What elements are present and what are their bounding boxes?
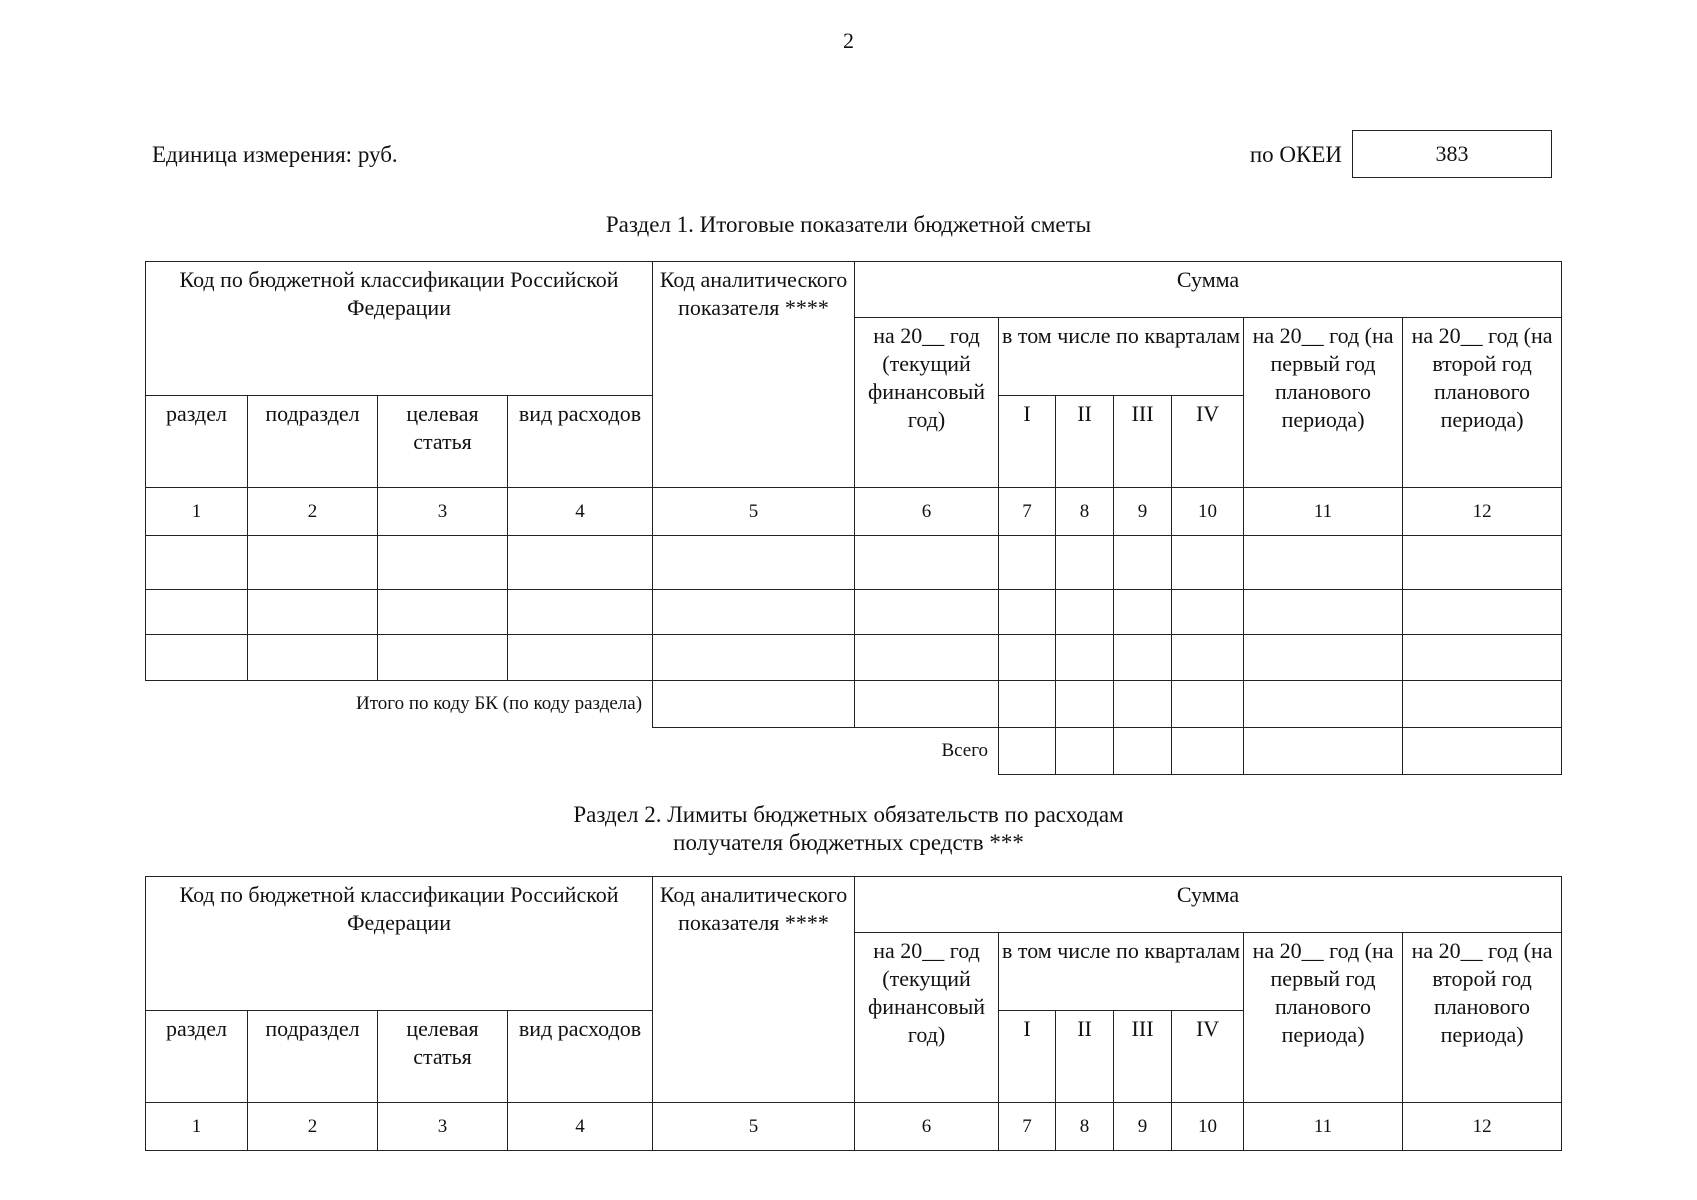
data-cell[interactable] bbox=[248, 536, 378, 590]
section2-title-line2: получателя бюджетных средств *** bbox=[673, 830, 1024, 855]
col-number: 3 bbox=[378, 1103, 508, 1151]
razdel-header: раздел bbox=[146, 396, 248, 488]
data-cell[interactable] bbox=[508, 536, 653, 590]
q3-header: III bbox=[1114, 1011, 1172, 1103]
data-cell[interactable] bbox=[1172, 728, 1244, 775]
section2-title-line1: Раздел 2. Лимиты бюджетных обязательств по расходам bbox=[573, 802, 1124, 827]
quarters-header: в том числе по кварталам bbox=[999, 933, 1244, 1011]
vid-header: вид расходов bbox=[508, 1011, 653, 1103]
q1-header: I bbox=[999, 1011, 1056, 1103]
table-row bbox=[146, 590, 1562, 635]
q2-header: II bbox=[1056, 1011, 1114, 1103]
second-plan-year-header: на 20__ год (на второй год планового периода) bbox=[1403, 318, 1562, 488]
okei-code-field[interactable]: 383 bbox=[1352, 130, 1552, 178]
data-cell[interactable] bbox=[378, 536, 508, 590]
data-cell[interactable] bbox=[1114, 681, 1172, 728]
section2-table bbox=[145, 876, 1562, 1151]
data-cell[interactable] bbox=[1244, 728, 1403, 775]
current-year-header: на 20__ год (текущий финансовый год) bbox=[855, 933, 999, 1103]
col-number: 4 bbox=[508, 488, 653, 536]
col-number: 1 bbox=[146, 488, 248, 536]
first-plan-year-header: на 20__ год (на первый год планового периода) bbox=[1244, 318, 1403, 488]
data-cell[interactable] bbox=[1172, 681, 1244, 728]
q1-header: I bbox=[999, 396, 1056, 488]
column-number-row bbox=[146, 1103, 1562, 1151]
data-cell[interactable] bbox=[1114, 635, 1172, 681]
col-number: 10 bbox=[1172, 1103, 1244, 1151]
data-cell[interactable] bbox=[146, 536, 248, 590]
data-cell[interactable] bbox=[508, 590, 653, 635]
razdel-header: раздел bbox=[146, 1011, 248, 1103]
podrazdel-header: подраздел bbox=[248, 1011, 378, 1103]
data-cell[interactable] bbox=[1056, 536, 1114, 590]
section1-table bbox=[145, 261, 1562, 775]
data-cell[interactable] bbox=[1114, 590, 1172, 635]
vid-header: вид расходов bbox=[508, 396, 653, 488]
data-cell[interactable] bbox=[1172, 590, 1244, 635]
vsego-label: Всего bbox=[941, 740, 989, 762]
data-cell[interactable] bbox=[653, 681, 855, 728]
sum-header: Сумма bbox=[855, 262, 1562, 318]
data-cell[interactable] bbox=[378, 590, 508, 635]
current-year-header: на 20__ год (текущий финансовый год) bbox=[855, 318, 999, 488]
unit-label: Единица измерения: руб. bbox=[152, 142, 398, 167]
col-number: 9 bbox=[1114, 1103, 1172, 1151]
first-plan-year-header: на 20__ год (на первый год планового периода) bbox=[1244, 933, 1403, 1103]
analytic-code-header: Код аналитического показателя **** bbox=[653, 877, 855, 1103]
col-number: 7 bbox=[999, 1103, 1056, 1151]
data-cell[interactable] bbox=[1056, 590, 1114, 635]
data-cell[interactable] bbox=[999, 728, 1056, 775]
data-cell[interactable] bbox=[1056, 635, 1114, 681]
q2-header: II bbox=[1056, 396, 1114, 488]
col-number: 11 bbox=[1244, 488, 1403, 536]
section1-title: Раздел 1. Итоговые показатели бюджетной сметы bbox=[605, 212, 1092, 237]
data-cell[interactable] bbox=[1403, 590, 1562, 635]
sum-header: Сумма bbox=[855, 877, 1562, 933]
col-number: 2 bbox=[248, 488, 378, 536]
data-cell[interactable] bbox=[1403, 728, 1562, 775]
col-number: 6 bbox=[855, 1103, 999, 1151]
section2-title bbox=[0, 801, 1697, 857]
okei-label: по ОКЕИ bbox=[1249, 142, 1342, 167]
vsego-row bbox=[146, 728, 1562, 775]
q4-header: IV bbox=[1172, 1011, 1244, 1103]
col-number: 6 bbox=[855, 488, 999, 536]
col-number: 1 bbox=[146, 1103, 248, 1151]
col-number: 8 bbox=[1056, 488, 1114, 536]
itogo-label: Итого по коду БК (по коду раздела) bbox=[355, 693, 643, 715]
col-number: 4 bbox=[508, 1103, 653, 1151]
data-cell[interactable] bbox=[1244, 681, 1403, 728]
column-number-row bbox=[146, 488, 1562, 536]
data-cell[interactable] bbox=[855, 635, 999, 681]
data-cell[interactable] bbox=[1056, 728, 1114, 775]
data-cell[interactable] bbox=[1172, 635, 1244, 681]
q3-header: III bbox=[1114, 396, 1172, 488]
table-row bbox=[146, 536, 1562, 590]
q4-header: IV bbox=[1172, 396, 1244, 488]
data-cell[interactable] bbox=[855, 681, 999, 728]
analytic-code-header: Код аналитического показателя **** bbox=[653, 262, 855, 488]
col-number: 3 bbox=[378, 488, 508, 536]
data-cell[interactable] bbox=[653, 635, 855, 681]
bk-code-header: Код по бюджетной классификации Российской Федерации bbox=[146, 262, 653, 396]
col-number: 7 bbox=[999, 488, 1056, 536]
data-cell[interactable] bbox=[1172, 536, 1244, 590]
data-cell[interactable] bbox=[508, 635, 653, 681]
data-cell[interactable] bbox=[653, 590, 855, 635]
data-cell[interactable] bbox=[1114, 728, 1172, 775]
data-cell[interactable] bbox=[653, 536, 855, 590]
col-number: 5 bbox=[653, 1103, 855, 1151]
data-cell[interactable] bbox=[1114, 536, 1172, 590]
celevaya-header: целевая статья bbox=[378, 396, 508, 488]
data-cell[interactable] bbox=[146, 635, 248, 681]
table-row bbox=[146, 635, 1562, 681]
podrazdel-header: подраздел bbox=[248, 396, 378, 488]
quarters-header: в том числе по кварталам bbox=[999, 318, 1244, 396]
data-cell[interactable] bbox=[999, 536, 1056, 590]
col-number: 5 bbox=[653, 488, 855, 536]
col-number: 8 bbox=[1056, 1103, 1114, 1151]
bk-code-header: Код по бюджетной классификации Российской Федерации bbox=[146, 877, 653, 1011]
data-cell[interactable] bbox=[378, 635, 508, 681]
data-cell[interactable] bbox=[855, 536, 999, 590]
data-cell[interactable] bbox=[1244, 635, 1403, 681]
data-cell[interactable] bbox=[1403, 681, 1562, 728]
data-cell[interactable] bbox=[999, 590, 1056, 635]
data-cell[interactable] bbox=[1056, 681, 1114, 728]
second-plan-year-header: на 20__ год (на второй год планового периода) bbox=[1403, 933, 1562, 1103]
col-number: 10 bbox=[1172, 488, 1244, 536]
data-cell[interactable] bbox=[1244, 590, 1403, 635]
data-cell[interactable] bbox=[146, 590, 248, 635]
data-cell[interactable] bbox=[999, 681, 1056, 728]
unit-row bbox=[152, 130, 1552, 182]
col-number: 2 bbox=[248, 1103, 378, 1151]
data-cell[interactable] bbox=[855, 590, 999, 635]
data-cell[interactable] bbox=[248, 635, 378, 681]
page-number: 2 bbox=[843, 28, 854, 53]
col-number: 9 bbox=[1114, 488, 1172, 536]
data-cell[interactable] bbox=[1403, 536, 1562, 590]
col-number: 12 bbox=[1403, 488, 1562, 536]
data-cell[interactable] bbox=[248, 590, 378, 635]
data-cell[interactable] bbox=[999, 635, 1056, 681]
data-cell[interactable] bbox=[1403, 635, 1562, 681]
data-cell[interactable] bbox=[1244, 536, 1403, 590]
col-number: 12 bbox=[1403, 1103, 1562, 1151]
col-number: 11 bbox=[1244, 1103, 1403, 1151]
itogo-row bbox=[146, 681, 1562, 728]
celevaya-header: целевая статья bbox=[378, 1011, 508, 1103]
